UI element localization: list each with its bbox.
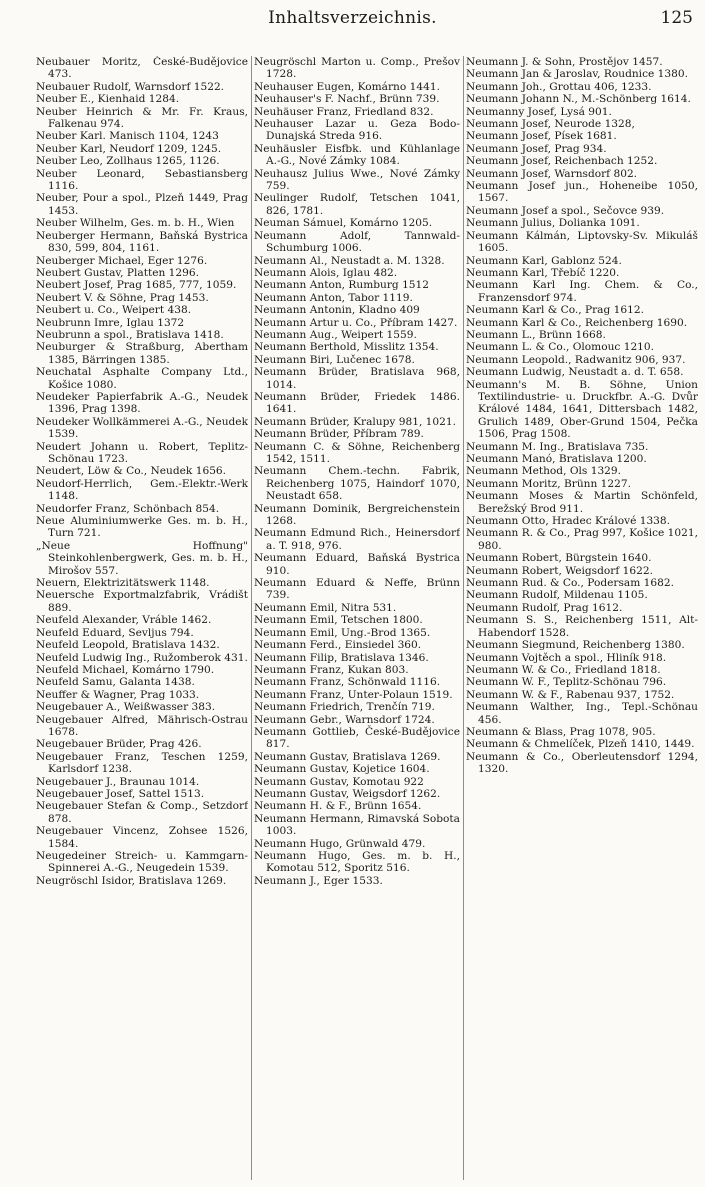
index-entry: Neumann Vojtěch a spol., Hliník 918.: [466, 651, 667, 664]
index-entry: Neumann Moritz, Brünn 1227.: [466, 477, 631, 490]
index-entry: Neuhäusler Eisfbk. und Kühlanlage A.-G., Nové Zámky 1084.: [254, 142, 460, 168]
index-entry: Neumann Emil, Tetschen 1800.: [254, 614, 423, 627]
index-entry: Neugebauer Stefan & Comp., Setzdorf 878.: [36, 800, 248, 825]
index-entry: Neubert V. & Söhne, Prag 1453.: [36, 291, 209, 304]
index-entry: Neubert u. Co., Weipert 438.: [36, 304, 192, 317]
index-entry: Neumann Rud. & Co., Podersam 1682.: [466, 577, 674, 590]
index-entry: Neumann Hermann, Rimavská Sobota 1003.: [254, 812, 460, 838]
index-entry: Neumann Karl & Co., Reichenberg 1690.: [466, 316, 688, 329]
index-entry: Neumann Jan & Jaroslav, Roudnice 1380.: [466, 68, 688, 81]
index-entry: Neuber Leo, Zollhaus 1265, 1126.: [36, 155, 220, 168]
index-entry: Neumann & Co., Oberleutensdorf 1294, 1320.: [466, 750, 698, 776]
index-entry: Neubert Josef, Prag 1685, 777, 1059.: [36, 279, 237, 292]
index-entry: Neumann Julius, Dolianka 1091.: [466, 217, 640, 230]
index-entry: Neuffer & Wagner, Prag 1033.: [36, 688, 200, 701]
index-entry: Neuhauser Lazar u. Geza Bodo-Dunajská Streda 916.: [254, 118, 460, 143]
index-entry: Neumann W. & F., Rabenau 937, 1752.: [466, 688, 675, 701]
index-entry: Neubert Gustav, Platten 1296.: [36, 266, 199, 279]
index-entry: Neugebauer J., Braunau 1014.: [36, 775, 200, 788]
index-column-1: [36, 56, 248, 1180]
index-entry: Neuhausz Julius Wwe., Nové Zámky 759.: [254, 167, 460, 193]
index-entry: Neumann Ludwig, Neustadt a. d. T. 658.: [466, 366, 684, 379]
index-entry: Neumann Emil, Nitra 531.: [254, 601, 397, 614]
index-entry: Neumann Franz, Schönwald 1116.: [254, 676, 441, 689]
index-entry: Neumann W. & Co., Friedland 1818.: [466, 663, 661, 676]
index-entry: Neumann Gustav, Komotau 922: [254, 775, 424, 788]
index-column-3: [466, 56, 698, 1180]
index-entry: Neumann L., Brünn 1668.: [466, 328, 606, 341]
index-entry: Neumann Robert, Weigsdorf 1622.: [466, 564, 653, 577]
index-entry: Neumann Anton, Tabor 1119.: [254, 291, 413, 304]
index-entry: Neumann Dominik, Bergreichenstein 1268.: [254, 502, 460, 528]
index-entry: Neumanny Josef, Lysá 901.: [466, 105, 612, 118]
index-entry: Neugebauer Vincenz, Zohsee 1526, 1584.: [36, 825, 248, 850]
index-entry: Neumann Hugo, Ges. m. b. H., Komotau 512, Sporitz 516.: [254, 850, 460, 875]
index-entry: Neubauer Moritz, České-Budějovice 473.: [36, 56, 248, 81]
index-entry: Neumann Brüder, Friedek 1486. 1641.: [254, 390, 460, 416]
index-entry: Neugebauer Franz, Teschen 1259, Karlsdorf 1238.: [36, 750, 248, 776]
index-entry: Neumann Filip, Bratislava 1346.: [254, 651, 429, 664]
index-column-2: [254, 56, 460, 1180]
index-entry: Neugebauer Alfred, Mährisch-Ostrau 1678.: [36, 713, 248, 738]
index-entry: Neumann J. & Sohn, Prostějov 1457.: [466, 56, 663, 68]
index-entry: Neumann Gottlieb, České-Budějovice 817.: [254, 725, 460, 751]
index-entry: Neumann Karl & Co., Prag 1612.: [466, 304, 644, 317]
index-entry: Neugebauer Josef, Sattel 1513.: [36, 787, 205, 800]
index-entry: Neuber Karl. Manisch 1104, 1243: [36, 130, 219, 143]
index-entry: Neumann C. & Söhne, Reichenberg 1542, 1511.: [254, 440, 460, 465]
index-entry: Neue Aluminiumwerke Ges. m. b. H., Turn 721.: [36, 515, 248, 540]
index-entry: Neubrunn Imre, Iglau 1372: [36, 316, 185, 329]
index-entry: Neubauer Rudolf, Warnsdorf 1522.: [36, 80, 225, 93]
index-entry: Neubrunn a spol., Bratislava 1418.: [36, 328, 224, 341]
index-entry: Neumann Josef, Warnsdorf 802.: [466, 167, 638, 180]
page-header: [0, 4, 705, 34]
index-entry: Neumann W. F., Teplitz-Schönau 796.: [466, 676, 667, 689]
index-entry: Neumann Josef a spol., Sečovce 939.: [466, 204, 665, 217]
index-entry: Neumann Manó, Bratislava 1200.: [466, 453, 647, 465]
index-entry: Neumann Gustav, Kojetice 1604.: [254, 763, 430, 776]
page-title: Inhaltsverzeichnis.: [268, 8, 437, 28]
index-entry: Neumann Alois, Iglau 482.: [254, 266, 398, 279]
index-entry: Neumann Brüder, Kralupy 981, 1021.: [254, 415, 457, 428]
index-entry: Neumann Walther, Ing., Tepl.-Schönau 456.: [466, 701, 698, 726]
index-entry: Neumann Otto, Hradec Králové 1338.: [466, 515, 671, 528]
index-entry: Neumann Johann N., M.-Schönberg 1614.: [466, 93, 691, 106]
index-entry: Neumann Siegmund, Reichenberg 1380.: [466, 639, 685, 652]
index-entry: Neumann Kálmán, Liptovsky-Sv. Mikuláš 1605.: [466, 229, 698, 255]
index-entry: Neumann & Blass, Prag 1078, 905.: [466, 725, 656, 738]
index-entry: Neuber Leonard, Sebastiansberg 1116.: [36, 167, 248, 193]
index-entry: Neumann Brüder, Bratislava 968, 1014.: [254, 366, 460, 391]
index-entry: Neumann Eduard & Neffe, Brünn 739.: [254, 577, 460, 602]
index-entry: Neumann & Chmelíček, Plzeň 1410, 1449.: [466, 738, 695, 751]
index-columns: [36, 56, 701, 1180]
index-entry: Neumann Eduard, Baňská Bystrica 910.: [254, 552, 460, 577]
index-entry: Neugröschl Marton u. Comp., Prešov 1728.: [254, 56, 460, 81]
index-entry: Neulinger Rudolf, Tetschen 1041, 826, 1781.: [254, 192, 460, 217]
index-entry: Neumann Berthold, Misslitz 1354.: [254, 341, 439, 354]
index-entry: Neufeld Alexander, Vráble 1462.: [36, 614, 212, 627]
index-entry: Neuern, Elektrizitätswerk 1148.: [36, 577, 210, 590]
index-entry: Neumann Al., Neustadt a. M. 1328.: [254, 254, 445, 267]
index-entry: Neufeld Eduard, Sevljus 794.: [36, 626, 194, 639]
index-entry: Neumann Anton, Rumburg 1512: [254, 279, 430, 292]
index-entry: Neufeld Ludwig Ing., Ružomberok 431.: [36, 651, 248, 664]
index-entry: Neugebauer Brüder, Prag 426.: [36, 738, 202, 751]
page-number: 125: [660, 8, 693, 28]
index-entry: Neudorfer Franz, Schönbach 854.: [36, 502, 220, 515]
index-entry: Neuhauser's F. Nachf., Brünn 739.: [254, 93, 440, 106]
index-entry: Neumann Ferd., Einsiedel 360.: [254, 639, 422, 652]
index-entry: Neumann Rudolf, Prag 1612.: [466, 601, 623, 614]
index-entry: Neumann Method, Ols 1329.: [466, 465, 622, 478]
index-entry: Neumann J., Eger 1533.: [254, 874, 383, 887]
index-entry: Neumann Hugo, Grünwald 479.: [254, 837, 426, 850]
index-entry: Neuber Karl, Neudorf 1209, 1245.: [36, 142, 222, 155]
index-entry: Neudorf-Herrlich, Gem.-Elektr.-Werk 1148.: [36, 477, 248, 503]
index-entry: Neumann Josef, Neurode 1328,: [466, 118, 635, 131]
index-entry: Neumann R. & Co., Prag 997, Košice 1021, 980.: [466, 527, 698, 552]
index-entry: Neuhauser Eugen, Komárno 1441.: [254, 80, 440, 93]
index-entry: Neudert, Löw & Co., Neudek 1656.: [36, 465, 227, 478]
index-entry: Neuersche Exportmalzfabrik, Vrádišt 889.: [36, 589, 248, 614]
index-entry: Neumann Franz, Unter-Polaun 1519.: [254, 688, 453, 701]
index-entry: Neumann's M. B. Söhne, Union Textilindustrie- u. Druckfbr. A.-G. Dvůr Králové 1484, 1641, Dittersbach 1482, Grulich 1489, Ober-Grund 1504, Pečka 1506, Prag 1508.: [466, 378, 698, 441]
index-entry: „Neue Hoffnung" Steinkohlenbergwerk, Ges. m. b. H., Mirošov 557.: [36, 539, 248, 577]
index-entry: Neumann Edmund Rich., Heinersdorf a. T. 918, 976.: [254, 527, 460, 552]
index-entry: Neuber, Pour a spol., Plzeň 1449, Prag 1453.: [36, 192, 248, 217]
index-entry: Neumann Rudolf, Mildenau 1105.: [466, 589, 648, 602]
index-entry: Neumann Franz, Kukan 803.: [254, 663, 409, 676]
index-entry: Neufeld Michael, Komárno 1790.: [36, 663, 215, 676]
index-entry: Neumann M. Ing., Bratislava 735.: [466, 440, 649, 453]
index-entry: Neumann Josef, Prag 934.: [466, 142, 607, 155]
index-entry: Neuhäuser Franz, Friedland 832.: [254, 105, 434, 118]
index-entry: Neufeld Leopold, Bratislava 1432.: [36, 639, 220, 652]
index-entry: Neuber Wilhelm, Ges. m. b. H., Wien: [36, 217, 235, 230]
index-entry: Neumann Karl, Gablonz 524.: [466, 254, 622, 267]
index-entry: Neumann Aug., Weipert 1559.: [254, 328, 417, 341]
column-divider: [251, 56, 252, 1180]
index-entry: Neumann Leopold., Radwanitz 906, 937.: [466, 353, 686, 366]
index-entry: Neumann Emil, Ung.-Brod 1365.: [254, 626, 431, 639]
column-divider: [463, 56, 464, 1180]
index-entry: Neudeker Wollkämmerei A.-G., Neudek 1539.: [36, 415, 248, 441]
index-entry: Neumann L. & Co., Olomouc 1210.: [466, 341, 655, 354]
index-entry: Neuman Sámuel, Komárno 1205.: [254, 217, 433, 230]
index-entry: Neumann Karl, Třebíč 1220.: [466, 266, 620, 279]
index-entry: Neumann Gustav, Bratislava 1269.: [254, 750, 441, 763]
index-entry: Neugedeiner Streich- u. Kammgarn-Spinnerei A.-G., Neugedein 1539.: [36, 850, 248, 875]
index-entry: Neugröschl Isidor, Bratislava 1269.: [36, 874, 227, 887]
index-entry: Neuber E., Kienhaid 1284.: [36, 93, 180, 106]
index-entry: Neumann Joh., Grottau 406, 1233.: [466, 80, 652, 93]
index-entry: Neugebauer A., Weißwasser 383.: [36, 701, 216, 714]
index-entry: Neumann Gustav, Weigsdorf 1262.: [254, 787, 441, 800]
index-entry: Neudert Johann u. Robert, Teplitz-Schönau 1723.: [36, 440, 248, 465]
index-entry: Neumann Friedrich, Trenčín 719.: [254, 701, 435, 714]
index-entry: Neumann Gebr., Warnsdorf 1724.: [254, 713, 435, 726]
index-entry: Neumann Adolf, Tannwald-Schumburg 1006.: [254, 229, 460, 255]
index-entry: Neuburger & Straßburg, Abertham 1385, Bärringen 1385.: [36, 341, 248, 366]
index-entry: Neumann Josef jun., Hoheneibe 1050, 1567.: [466, 180, 698, 205]
index-entry: Neufeld Samu, Galanta 1438.: [36, 676, 195, 689]
index-entry: Neuchatal Asphalte Company Ltd., Košice 1080.: [36, 366, 248, 391]
index-entry: Neumann Biri, Lučenec 1678.: [254, 353, 415, 366]
index-entry: Neumann Moses & Martin Schönfeld, Berežský Brod 911.: [466, 490, 698, 515]
index-entry: Neumann Karl Ing. Chem. & Co., Franzensdorf 974.: [466, 279, 698, 304]
index-entry: Neumann H. & F., Brünn 1654.: [254, 800, 422, 813]
index-entry: Neuberger Hermann, Baňská Bystrica 830, 599, 804, 1161.: [36, 229, 248, 255]
index-entry: Neumann Robert, Bürgstein 1640.: [466, 552, 652, 565]
index-entry: Neumann Josef, Reichenbach 1252.: [466, 155, 658, 168]
index-entry: Neumann Chem.-techn. Fabrik, Reichenberg 1075, Haindorf 1070, Neustadt 658.: [254, 465, 460, 503]
index-entry: Neumann S. S., Reichenberg 1511, Alt-Habendorf 1528.: [466, 614, 698, 639]
index-entry: Neumann Artur u. Co., Příbram 1427.: [254, 316, 458, 329]
index-entry: Neuberger Michael, Eger 1276.: [36, 254, 208, 267]
index-entry: Neudeker Papierfabrik A.-G., Neudek 1396, Prag 1398.: [36, 390, 248, 416]
index-entry: Neumann Brüder, Příbram 789.: [254, 428, 424, 441]
index-entry: Neumann Antonin, Kladno 409: [254, 304, 420, 317]
index-entry: Neuber Heinrich & Mr. Fr. Kraus, Falkenau 974.: [36, 105, 248, 131]
index-entry: Neumann Josef, Písek 1681.: [466, 130, 617, 143]
